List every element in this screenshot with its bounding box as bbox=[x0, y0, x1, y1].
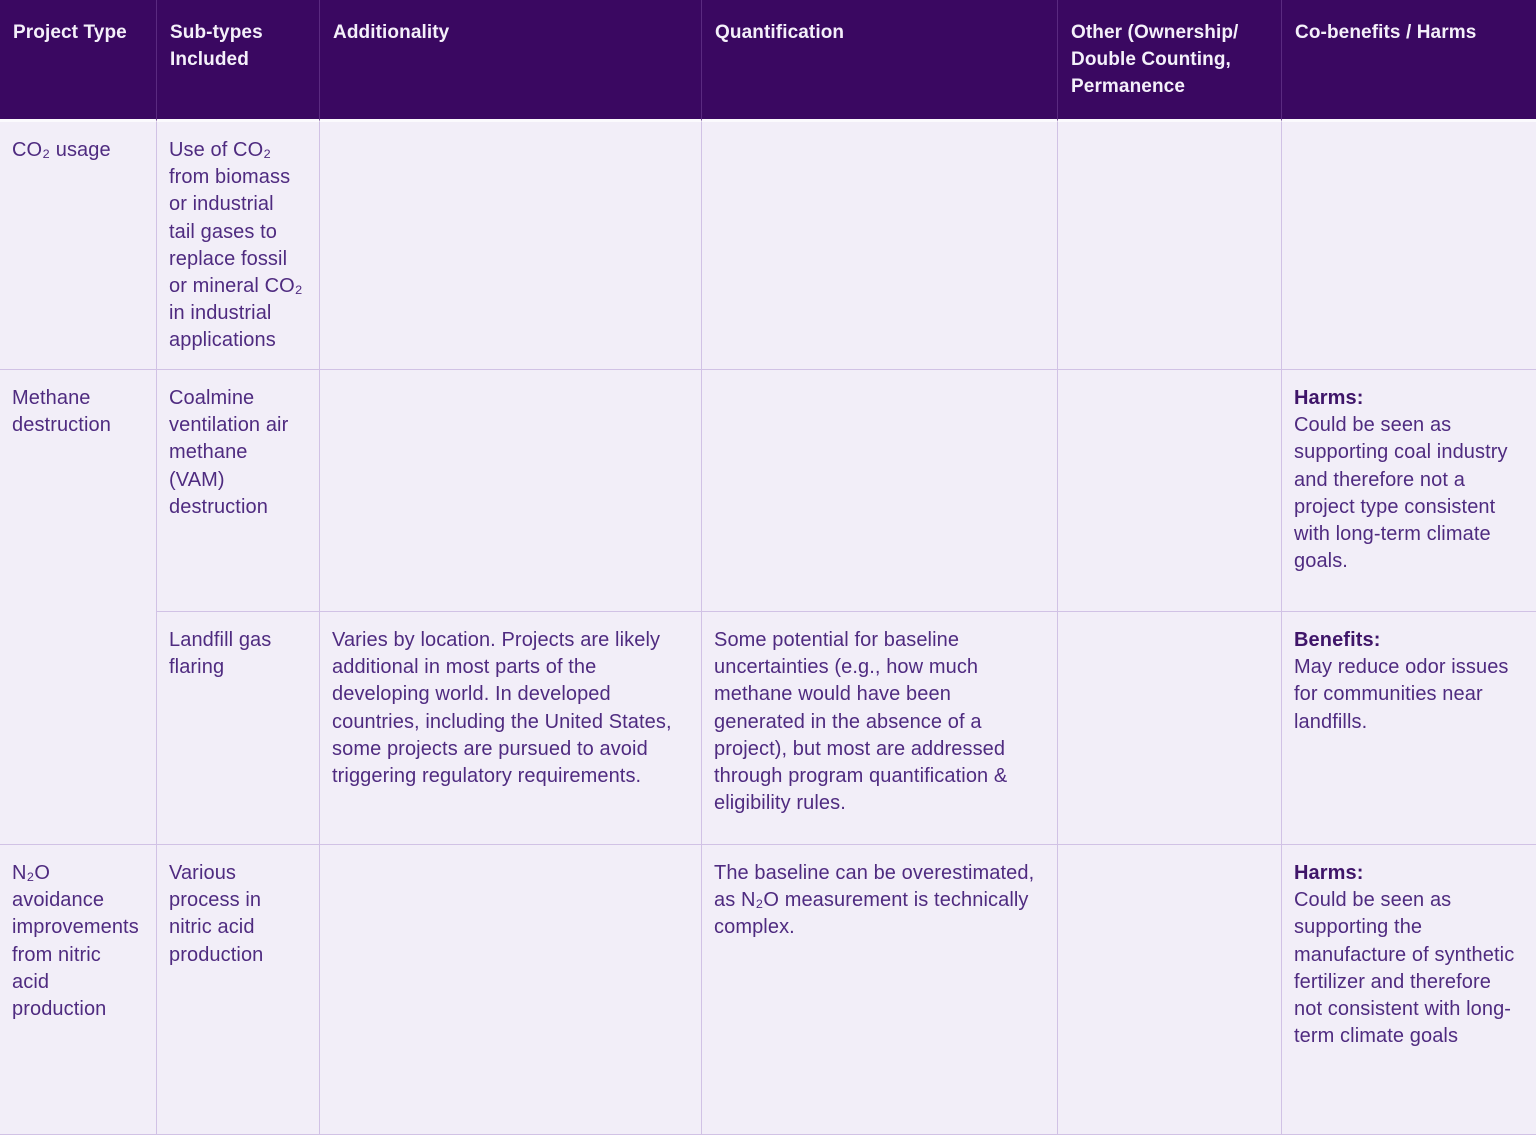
cell-additionality bbox=[320, 845, 702, 1135]
column-header-quantification: Quantification bbox=[702, 0, 1058, 122]
cobenefits-text: May reduce odor issues for communities near landfills. bbox=[1294, 656, 1509, 733]
cell-other bbox=[1058, 845, 1282, 1135]
cobenefits-text: Could be seen as supporting coal industry and therefore not a project type consistent with long-term climate goals. bbox=[1294, 414, 1508, 573]
cell-quantification: The baseline can be overestimated, as N₂O measurement is technically complex. bbox=[702, 845, 1058, 1135]
cell-additionality bbox=[320, 370, 702, 612]
cell-additionality bbox=[320, 122, 702, 370]
table-row-n2o-avoidance bbox=[0, 845, 1536, 1135]
table-header bbox=[0, 0, 1536, 122]
cell-quantification bbox=[702, 370, 1058, 612]
cell-other bbox=[1058, 612, 1282, 845]
cobenefits-heading: Benefits: bbox=[1294, 629, 1381, 651]
cell-project-type: Methane destruction bbox=[0, 370, 157, 845]
cell-cobenefits bbox=[1282, 370, 1536, 612]
cell-quantification bbox=[702, 122, 1058, 370]
cell-cobenefits bbox=[1282, 122, 1536, 370]
table-row-methane-vam bbox=[0, 370, 1536, 612]
cell-additionality: Varies by location. Projects are likely additional in most parts of the developing world. In developed countries, including the United States, some projects are pursued to avoid triggering regulatory requirements. bbox=[320, 612, 702, 845]
cell-sub-type: Use of CO₂ from biomass or industrial tail gases to replace fossil or mineral CO₂ in industrial applications bbox=[157, 122, 320, 370]
cell-other bbox=[1058, 370, 1282, 612]
column-header-cobenefits: Co-benefits / Harms bbox=[1282, 0, 1536, 122]
column-header-project-type: Project Type bbox=[0, 0, 157, 122]
cobenefits-heading: Harms: bbox=[1294, 387, 1364, 409]
table-body bbox=[0, 122, 1536, 1135]
column-header-additionality: Additionality bbox=[320, 0, 702, 122]
cell-cobenefits bbox=[1282, 845, 1536, 1135]
cell-sub-type: Various process in nitric acid production bbox=[157, 845, 320, 1135]
table-row-landfill-gas bbox=[0, 612, 1536, 845]
cobenefits-heading: Harms: bbox=[1294, 862, 1364, 884]
cell-cobenefits bbox=[1282, 612, 1536, 845]
cell-sub-type: Landfill gas flaring bbox=[157, 612, 320, 845]
cobenefits-text: Could be seen as supporting the manufacture of synthetic fertilizer and therefore not consistent with long-term climate goals bbox=[1294, 889, 1515, 1048]
column-header-sub-types: Sub-types Included bbox=[157, 0, 320, 122]
table-row-co2-usage bbox=[0, 122, 1536, 370]
column-header-other: Other (Ownership/ Double Counting, Permanence bbox=[1058, 0, 1282, 122]
header-row bbox=[0, 0, 1536, 122]
cell-sub-type: Coalmine ventilation air methane (VAM) destruction bbox=[157, 370, 320, 612]
cell-quantification: Some potential for baseline uncertainties (e.g., how much methane would have been generated in the absence of a project), but most are addressed through program quantification & eligibility rules. bbox=[702, 612, 1058, 845]
cell-project-type: CO₂ usage bbox=[0, 122, 157, 370]
cell-project-type: N₂O avoidance improvements from nitric acid production bbox=[0, 845, 157, 1135]
cell-other bbox=[1058, 122, 1282, 370]
